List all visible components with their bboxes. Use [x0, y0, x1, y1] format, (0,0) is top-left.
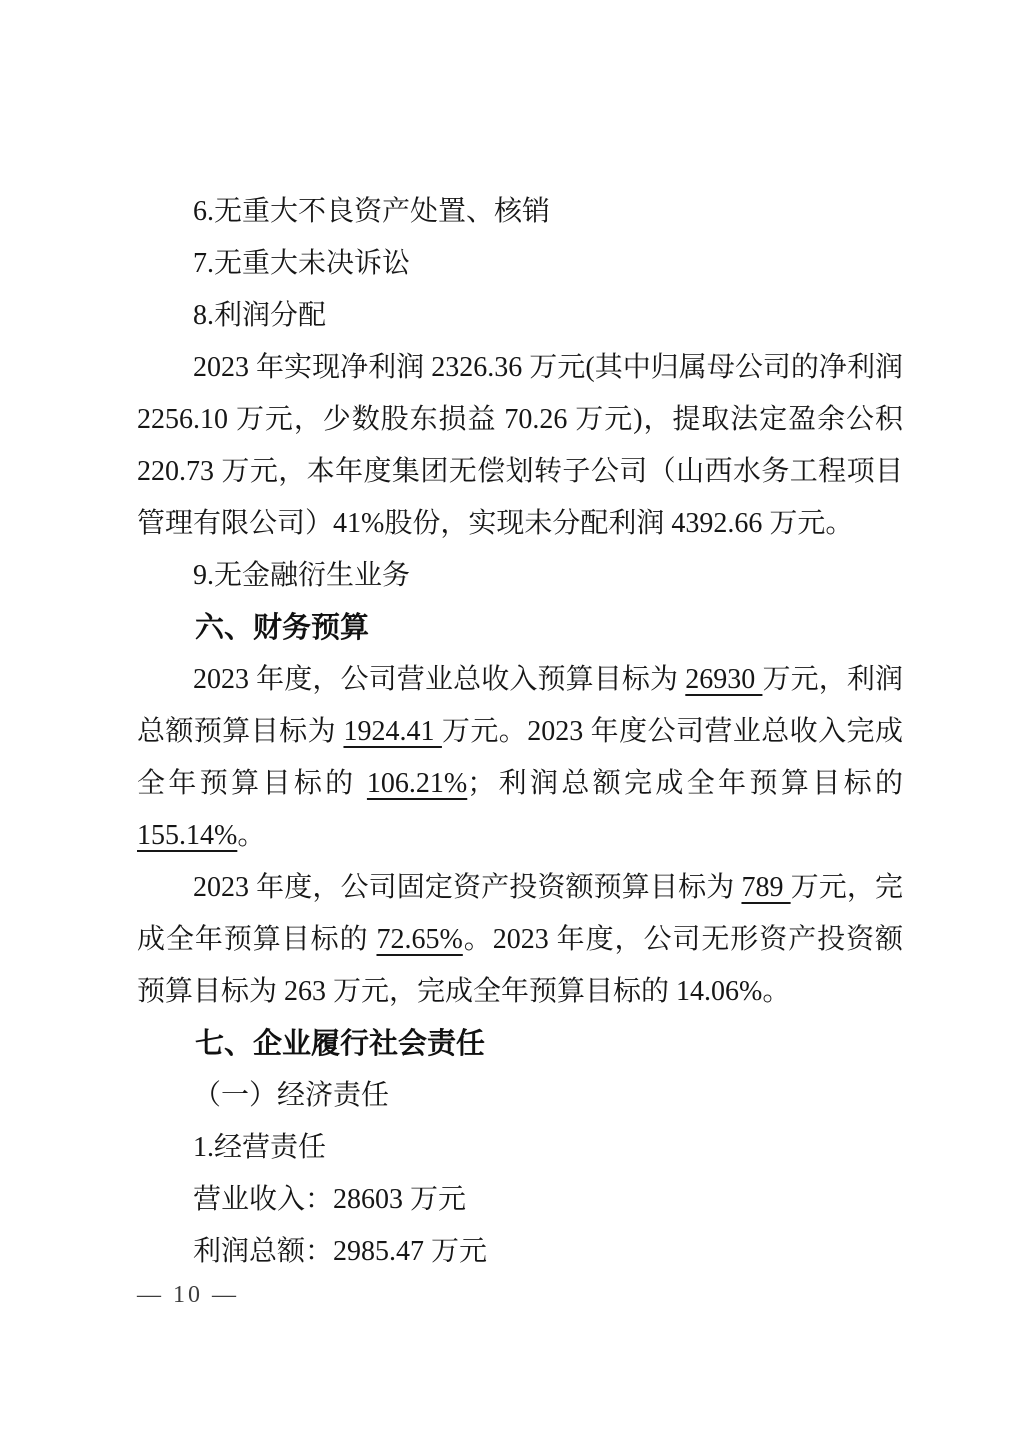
line-total-profit: 利润总额：2985.47 万元 [193, 1236, 488, 1267]
list-item-financial-derivatives: 9.无金融衍生业务 [193, 560, 411, 591]
document-body [137, 186, 903, 1278]
subsection-economic-responsibility: （一）经济责任 [193, 1080, 390, 1111]
line-operating-revenue: 营业收入：28603 万元 [193, 1184, 467, 1215]
text-segment: 万元，完成全年预算目标的 [137, 872, 903, 955]
text-segment: 2023 年度，公司营业总收入预算目标为 [193, 664, 686, 695]
underlined-value: 1924.41 [343, 716, 442, 747]
subsection-operating-responsibility: 1.经营责任 [193, 1132, 327, 1163]
list-item-profit-distribution: 8.利润分配 [193, 300, 327, 331]
underlined-value: 26930 [685, 664, 763, 695]
page-number: — 10 — [137, 1282, 239, 1308]
text-segment: 。 [237, 820, 266, 851]
text-segment: 万元，利润总额预算目标为 [137, 664, 903, 747]
underlined-value: 155.14% [137, 820, 238, 851]
text-segment: 万元。2023 年度公司营业总收入完成全年预算目标的 [137, 716, 903, 799]
underlined-value: 106.21% [366, 768, 468, 799]
paragraph-profit-distribution: 2023 年实现净利润 2326.36 万元(其中归属母公司的净利润 2256.10 万元，少数股东损益 70.26 万元)，提取法定盈余公积 220.73 万元，本年度集团无偿划转子公司（山西水务工程项目管理有限公司）41%股份，实现未分配利润 4392.66 万元。 [137, 352, 903, 539]
list-item-asset-disposal: 6.无重大不良资产处置、核销 [193, 196, 551, 227]
section-heading-social-responsibility: 七、企业履行社会责任 [195, 1028, 486, 1060]
text-segment: ；利润总额完成全年预算目标的 [467, 768, 903, 799]
paragraph-budget-income [137, 654, 903, 862]
underlined-value: 789 [741, 872, 791, 903]
text-segment: 。2023 年度，公司无形资产投资额预算目标为 263 万元，完成全年预算目标的 14.06%。 [137, 924, 903, 1007]
underlined-value: 72.65% [376, 924, 463, 955]
section-heading-financial-budget: 六、财务预算 [195, 612, 370, 644]
text-segment: 2023 年度，公司固定资产投资额预算目标为 [193, 872, 742, 903]
paragraph-budget-investment [137, 862, 903, 1018]
list-item-litigation: 7.无重大未决诉讼 [193, 248, 411, 279]
